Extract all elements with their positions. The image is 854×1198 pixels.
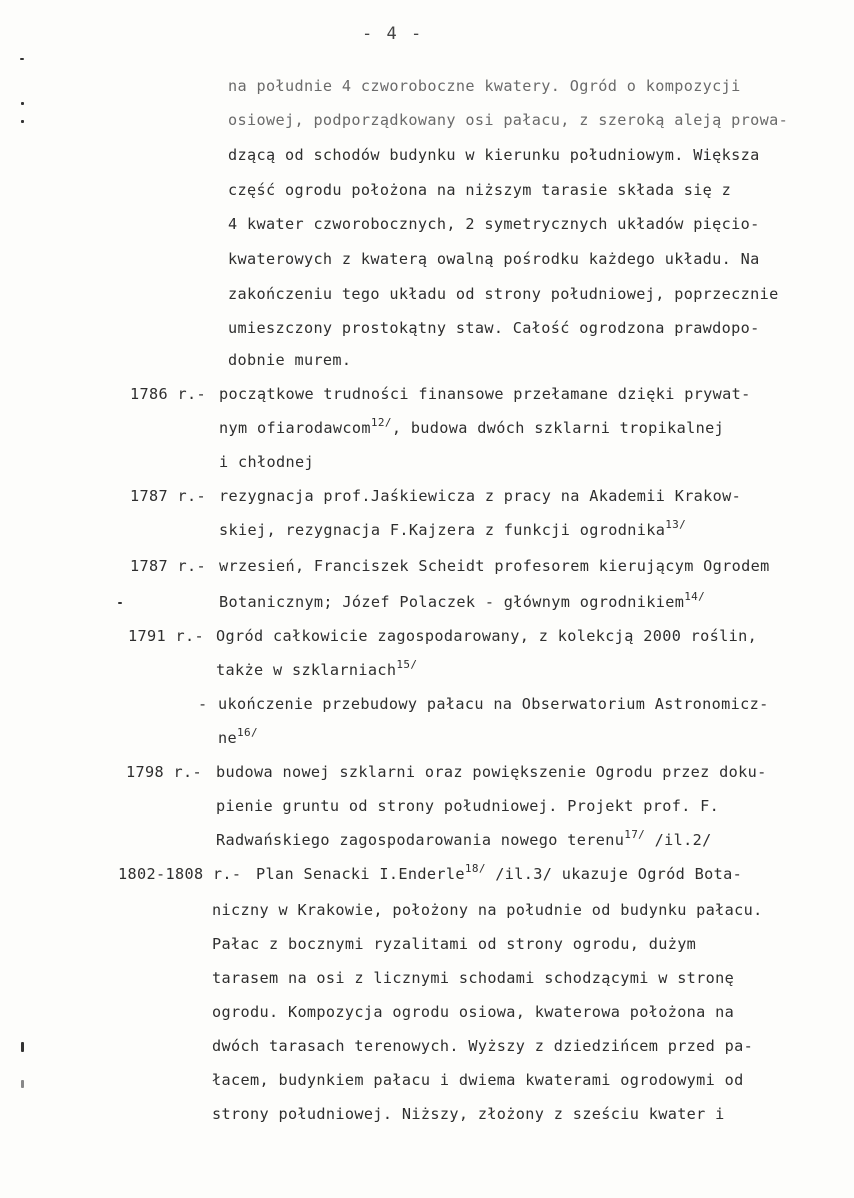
intro-line: zakończeniu tego układu od strony południowej, poprzecznie <box>228 285 779 303</box>
entry-line <box>219 592 705 612</box>
entry-line: ogrodu. Kompozycja ogrodu osiowa, kwaterowa położona na <box>212 1003 735 1021</box>
entry-line: początkowe trudności finansowe przełamane dzięki prywat- <box>219 385 751 403</box>
entry-year: 1802-1808 r.- <box>118 865 242 883</box>
entry-year: 1791 r.- <box>128 627 204 645</box>
entry-line: rezygnacja prof.Jaśkiewicza z pracy na Akademii Krakow- <box>219 487 742 505</box>
entry-line <box>219 418 724 438</box>
entry-line <box>219 520 686 540</box>
intro-line: osiowej, podporządkowany osi pałacu, z szeroką aleją prowa- <box>228 111 789 129</box>
page-number: - 4 - <box>362 24 424 44</box>
entry-line: niczny w Krakowie, położony na południe od budynku pałacu. <box>212 901 763 919</box>
entry-year: 1798 r.- <box>126 763 202 781</box>
entry-line: Pałac z bocznymi ryzalitami od strony ogrodu, dużym <box>212 935 697 953</box>
footnote-ref: 16/ <box>237 726 258 739</box>
entry-line: budowa nowej szklarni oraz powiększenie Ogrodu przez doku- <box>216 763 767 781</box>
intro-line: dobnie murem. <box>228 351 352 369</box>
entry-text: /il.2/ <box>645 831 712 849</box>
entry-year: 1787 r.- <box>130 487 206 505</box>
intro-line: dzącą od schodów budynku w kierunku południowym. Większa <box>228 146 760 164</box>
entry-line: dwóch tarasach terenowych. Wyższy z dziedzińcem przed pa- <box>212 1037 754 1055</box>
footnote-ref: 12/ <box>370 416 392 429</box>
intro-line: 4 kwater czworobocznych, 2 symetrycznych układów pięcio- <box>228 215 760 233</box>
scan-speck <box>118 602 122 604</box>
entry-year: 1787 r.- <box>130 557 206 575</box>
entry-line: łacem, budynkiem pałacu i dwiema kwaterami ogrodowymi od <box>212 1071 744 1089</box>
footnote-ref: 15/ <box>396 658 418 671</box>
footnote-ref: 13/ <box>665 518 687 531</box>
scan-speck <box>21 1042 24 1052</box>
entry-line: i chłodnej <box>219 453 314 471</box>
scan-speck <box>20 58 24 60</box>
scan-speck <box>21 102 24 105</box>
entry-line <box>216 660 417 680</box>
footnote-ref: 14/ <box>684 590 706 603</box>
entry-line: pienie gruntu od strony południowej. Projekt prof. F. <box>216 797 720 815</box>
entry-text: nym ofiarodawcom <box>219 419 371 437</box>
entry-text: Botanicznym; Józef Polaczek - głównym ogrodnikiem <box>219 593 685 611</box>
intro-line: kwaterowych z kwaterą owalną pośrodku każdego układu. Na <box>228 250 760 268</box>
entry-line: Ogród całkowicie zagospodarowany, z kolekcją 2000 roślin, <box>216 627 758 645</box>
entry-year: 1786 r.- <box>130 385 206 403</box>
intro-line: umieszczony prostokątny staw. Całość ogrodzona prawdopo- <box>228 319 760 337</box>
entry-line <box>216 830 712 850</box>
entry-line: tarasem na osi z licznymi schodami schodzącymi w stronę <box>212 969 735 987</box>
scan-speck <box>21 1080 24 1088</box>
entry-text: /il.3/ ukazuje Ogród Bota- <box>485 865 743 883</box>
footnote-ref: 18/ <box>464 862 486 875</box>
entry-line: strony południowej. Niższy, złożony z sześciu kwater i <box>212 1105 725 1123</box>
entry-dash: - <box>198 695 208 713</box>
intro-line: część ogrodu położona na niższym tarasie składa się z <box>228 181 732 199</box>
entry-text: ne <box>218 729 237 747</box>
entry-line: ukończenie przebudowy pałacu na Obserwatorium Astronomicz- <box>218 695 769 713</box>
entry-text: także w szklarniach <box>216 661 397 679</box>
scan-speck <box>21 120 24 123</box>
entry-line: wrzesień, Franciszek Scheidt profesorem kierującym Ogrodem <box>219 557 770 575</box>
entry-line <box>218 728 258 748</box>
entry-text: , budowa dwóch szklarni tropikalnej <box>391 419 725 437</box>
entry-text: skiej, rezygnacja F.Kajzera z funkcji ogrodnika <box>219 521 666 539</box>
intro-line: na południe 4 czworoboczne kwatery. Ogród o kompozycji <box>228 77 741 95</box>
footnote-ref: 17/ <box>624 828 646 841</box>
entry-text: Radwańskiego zagospodarowania nowego terenu <box>216 831 625 849</box>
entry-line <box>256 864 742 884</box>
entry-text: Plan Senacki I.Enderle <box>256 865 465 883</box>
